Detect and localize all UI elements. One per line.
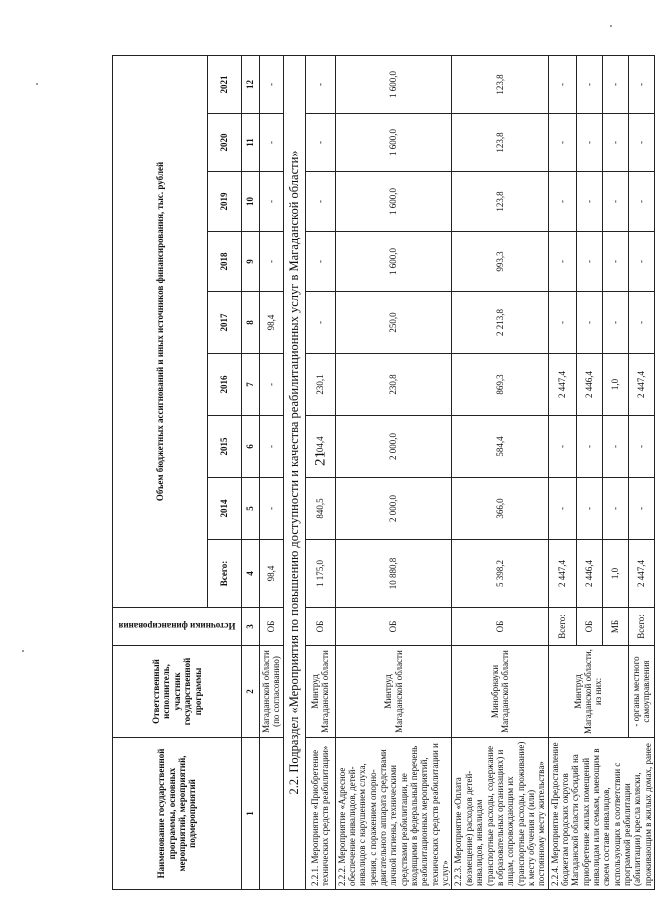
header-funding-source-text: Источники финансирования [118, 621, 236, 632]
row-value: - [628, 172, 654, 232]
row-value: - [548, 478, 576, 540]
program-funding-table [112, 55, 655, 890]
row-value: 250,0 [335, 292, 452, 354]
row-value: - [628, 114, 654, 172]
row-value: - [602, 232, 628, 292]
row-executor: Минтруд Магаданской области [305, 646, 335, 738]
scan-speck [36, 83, 38, 85]
row-value: - [305, 172, 335, 232]
row-value: 2 447,4 [548, 354, 576, 416]
row-value: - [628, 55, 654, 113]
row-value: - [576, 478, 602, 540]
row-value: - [576, 55, 602, 113]
row-value: - [305, 232, 335, 292]
row-value: - [548, 232, 576, 292]
row-value: - [260, 416, 284, 478]
row-value: - [260, 232, 284, 292]
row-value: - [602, 416, 628, 478]
row-value: - [576, 232, 602, 292]
row-source: ОБ [260, 608, 284, 646]
row-value: - [260, 172, 284, 232]
row-sub-executor: - органы местного самоуправления [628, 646, 654, 738]
header-row [113, 55, 208, 889]
row-value: - [628, 232, 654, 292]
row-value: - [305, 55, 335, 113]
row-value: 993,3 [452, 232, 548, 292]
row-value: 1,0 [602, 540, 628, 608]
row-value: - [548, 292, 576, 354]
row-value: 2 446,4 [576, 354, 602, 416]
row-source: ОБ [305, 608, 335, 646]
program-table-rotated [112, 56, 653, 890]
row-value: 230,8 [335, 354, 452, 416]
header-funding-source [113, 608, 242, 646]
row-value: - [602, 172, 628, 232]
row-value: 123,8 [452, 172, 548, 232]
row-executor: Минтруд Магаданской области [335, 646, 452, 738]
table-row [548, 55, 576, 889]
table-row [335, 55, 452, 889]
header-year: 2021 [208, 55, 242, 113]
header-funding-group: Объем бюджетных ассигнований и иных источников финансирования, тыс. рублей [113, 55, 208, 607]
row-value: 1,0 [602, 354, 628, 416]
row-value: 1 175,0 [305, 540, 335, 608]
row-source: ОБ [452, 608, 548, 646]
row-value: 104,4 [305, 416, 335, 478]
row-value: 2 000,0 [335, 478, 452, 540]
row-value: 2 213,8 [452, 292, 548, 354]
column-number: 8 [242, 292, 260, 354]
row-value: - [260, 354, 284, 416]
row-value: - [628, 292, 654, 354]
table-row [305, 55, 335, 889]
row-value: - [548, 55, 576, 113]
column-number: 6 [242, 416, 260, 478]
row-value: - [602, 55, 628, 113]
row-value: 2 447,4 [628, 540, 654, 608]
scan-speck [22, 650, 24, 652]
row-value: - [260, 114, 284, 172]
column-number: 4 [242, 540, 260, 608]
row-source: МБ [602, 608, 628, 646]
header-executor: Ответственный исполнитель, участник государственной программы [113, 646, 242, 738]
row-value: - [602, 478, 628, 540]
row-value: - [602, 292, 628, 354]
column-number: 3 [242, 608, 260, 646]
row-value: - [260, 478, 284, 540]
column-number: 9 [242, 232, 260, 292]
header-program-name: Наименование государственной программы, основных мероприятий, мероприятий, подмероприятий [113, 738, 242, 890]
header-year: 2014 [208, 478, 242, 540]
header-year: 2017 [208, 292, 242, 354]
row-value: 2 447,4 [548, 540, 576, 608]
row-value: 123,8 [452, 114, 548, 172]
row-value: 366,0 [452, 478, 548, 540]
row-name: 2.2.4. Мероприятие «Предоставление бюджетам городских округов Магаданской области субсидий на приобретение жилых помещений инвалидам или семьям, имеющим в своем составе инвалидов, использующих в соответствии с программой реабилитации (абилитации) кресла коляски, проживающим в жилых домах, ранее [548, 738, 654, 890]
row-value: 2 446,4 [576, 540, 602, 608]
page-number: 21 [312, 451, 329, 466]
column-number: 5 [242, 478, 260, 540]
row-value: - [576, 172, 602, 232]
header-year: 2019 [208, 172, 242, 232]
row-value: 869,3 [452, 354, 548, 416]
row-value: 230,1 [305, 354, 335, 416]
scan-speck [610, 25, 612, 27]
row-executor: Минобрнауки Магаданской области [452, 646, 548, 738]
header-year: 2018 [208, 232, 242, 292]
row-value: 98,4 [260, 540, 284, 608]
row-source: Всего: [548, 608, 576, 646]
header-year: 2020 [208, 114, 242, 172]
section-row [283, 55, 305, 889]
column-number: 1 [242, 738, 260, 890]
row-source: ОБ [335, 608, 452, 646]
row-value: - [305, 114, 335, 172]
row-value: 1 600,0 [335, 55, 452, 113]
row-value: - [548, 114, 576, 172]
row-value: 5 398,2 [452, 540, 548, 608]
column-number: 11 [242, 114, 260, 172]
column-number: 7 [242, 354, 260, 416]
row-name: 2.2.2. Мероприятие «Адресное обеспечение инвалидов, детей-инвалидов с нарушением слуха, зрения, с поражением опорно-двигательного аппарата средствами личной гигиены, техническими средствами реабилитации, не входящими в федеральный перечень реабилитационных мероприятий, технических средств реабилитации и услуг» [335, 738, 452, 890]
row-value: - [628, 416, 654, 478]
row-value: - [548, 416, 576, 478]
row-value: - [628, 478, 654, 540]
row-source: ОБ [576, 608, 602, 646]
row-value: - [260, 55, 284, 113]
row-value: 10 880,8 [335, 540, 452, 608]
column-number: 2 [242, 646, 260, 738]
row-value: 840,5 [305, 478, 335, 540]
row-source: Всего: [628, 608, 654, 646]
row-value: 1 600,0 [335, 232, 452, 292]
row-value: 584,4 [452, 416, 548, 478]
row-executor: Магаданской области (по согласованию) [260, 646, 284, 738]
row-value: - [602, 114, 628, 172]
row-name: 2.2.1. Мероприятие «Приобретение технических средств реабилитации» [305, 738, 335, 890]
row-value: - [576, 292, 602, 354]
row-value: - [548, 172, 576, 232]
header-year: 2016 [208, 354, 242, 416]
row-name-cell [260, 738, 284, 890]
row-value: 2 000,0 [335, 416, 452, 478]
row-name: 2.2.3. Мероприятие «Оплата (возмещение) расходов детей-инвалидов, инвалидам (транспортные расходы, содержание в образовательных организациях) и лицам, сопровождающим их (транспортные расходы, проживание) к месту обучения и (или) постоянному месту жительства» [452, 738, 548, 890]
column-number: 12 [242, 55, 260, 113]
header-total: Всего: [208, 540, 242, 608]
row-value: - [305, 292, 335, 354]
row-executor: Минтруд Магаданской области, из них: [548, 646, 628, 738]
column-number: 10 [242, 172, 260, 232]
row-value: 123,8 [452, 55, 548, 113]
column-number-row [242, 55, 260, 889]
row-value: - [576, 114, 602, 172]
row-value: 2 447,4 [628, 354, 654, 416]
header-year: 2015 [208, 416, 242, 478]
table-row [452, 55, 548, 889]
row-value: 1 600,0 [335, 172, 452, 232]
section-title: 2.2. Подраздел «Мероприятия по повышению доступности и качества реабилитационных услуг в Магаданской области» [283, 55, 305, 889]
row-value: 1 600,0 [335, 114, 452, 172]
row-value: 98,4 [260, 292, 284, 354]
table-row [260, 55, 284, 889]
row-value: - [576, 416, 602, 478]
